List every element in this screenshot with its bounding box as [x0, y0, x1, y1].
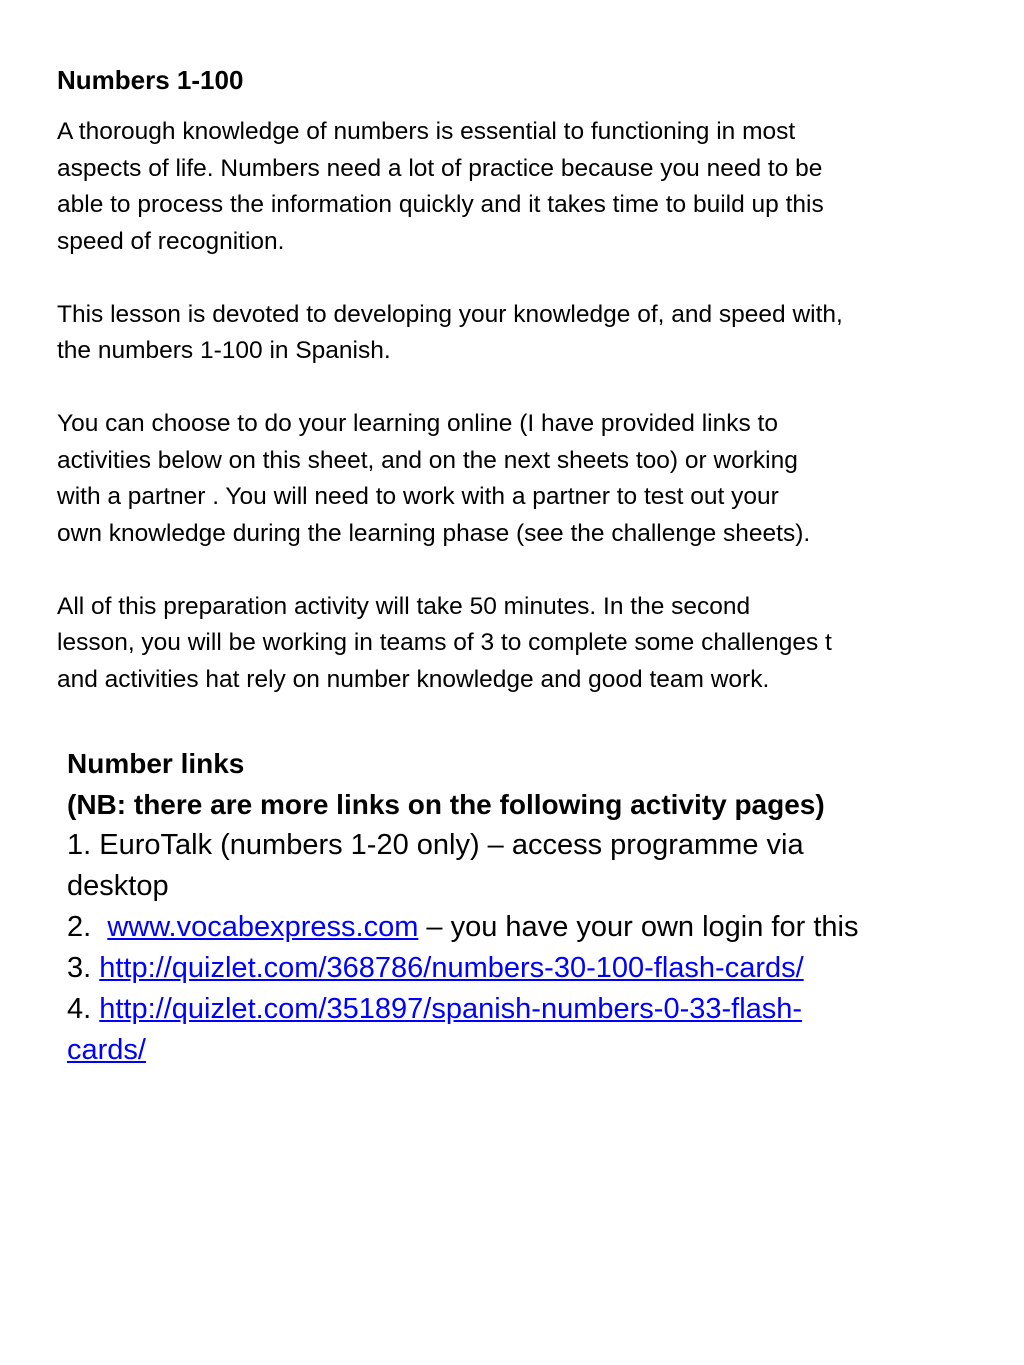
- quizlet-30-100-link[interactable]: http://quizlet.com/368786/numbers-30-100-flash-cards/: [99, 952, 804, 984]
- item-number: 3.: [67, 952, 100, 984]
- paragraph-preparation: [57, 589, 957, 699]
- text-line: speed of recognition.: [57, 227, 285, 255]
- link-item-eurotalk: [67, 825, 967, 866]
- text-line: activities below on this sheet, and on the next sheets too) or working: [57, 446, 798, 474]
- number-links-section: [67, 743, 967, 1071]
- item-number: 2.: [67, 911, 108, 943]
- eurotalk-text: 1. EuroTalk (numbers 1-20 only) – access programme via: [67, 829, 804, 861]
- item-number: 4.: [67, 993, 100, 1025]
- text-line: You can choose to do your learning online (I have provided links to: [57, 410, 778, 437]
- link-item-quizlet-30-100: [67, 948, 967, 989]
- text-line: own knowledge during the learning phase (see the challenge sheets).: [57, 519, 811, 547]
- link-item-quizlet-0-33-cont: [67, 1030, 967, 1071]
- link-item-vocabexpress: [67, 907, 967, 948]
- text-line: the numbers 1-100 in Spanish.: [57, 337, 391, 364]
- text-line: with a partner . You will need to work with a partner to test out your: [57, 483, 779, 510]
- text-line: All of this preparation activity will take 50 minutes. In the second: [57, 592, 751, 620]
- text-line: able to process the information quickly and it takes time to build up this: [57, 191, 824, 218]
- links-subheading: (NB: there are more links on the following activity pages): [67, 789, 825, 820]
- vocabexpress-link[interactable]: www.vocabexpress.com: [107, 911, 419, 943]
- link-item-quizlet-0-33: [67, 989, 967, 1030]
- paragraph-intro: [57, 114, 957, 260]
- text-line: A thorough knowledge of numbers is essential to functioning in most: [57, 118, 796, 145]
- text-line: aspects of life. Numbers need a lot of practice because you need to be: [57, 154, 823, 182]
- quizlet-0-33-link-cont[interactable]: cards/: [67, 1034, 146, 1066]
- paragraph-learning-options: [57, 406, 957, 552]
- eurotalk-text-cont: desktop: [67, 870, 169, 902]
- links-heading: Number links: [67, 748, 245, 779]
- intro-section: [57, 62, 957, 735]
- quizlet-0-33-link[interactable]: http://quizlet.com/351897/spanish-numbers-0-33-flash-: [99, 993, 803, 1025]
- text-line: This lesson is devoted to developing your knowledge of, and speed with,: [57, 300, 843, 328]
- vocabexpress-note: – you have your own login for this: [418, 911, 859, 943]
- link-item-eurotalk-cont: [67, 866, 967, 907]
- text-line: and activities hat rely on number knowledge and good team work.: [57, 665, 770, 693]
- page-title: Numbers 1-100: [57, 65, 244, 95]
- text-line: lesson, you will be working in teams of 3 to complete some challenges t: [57, 629, 832, 656]
- paragraph-lesson: [57, 297, 957, 370]
